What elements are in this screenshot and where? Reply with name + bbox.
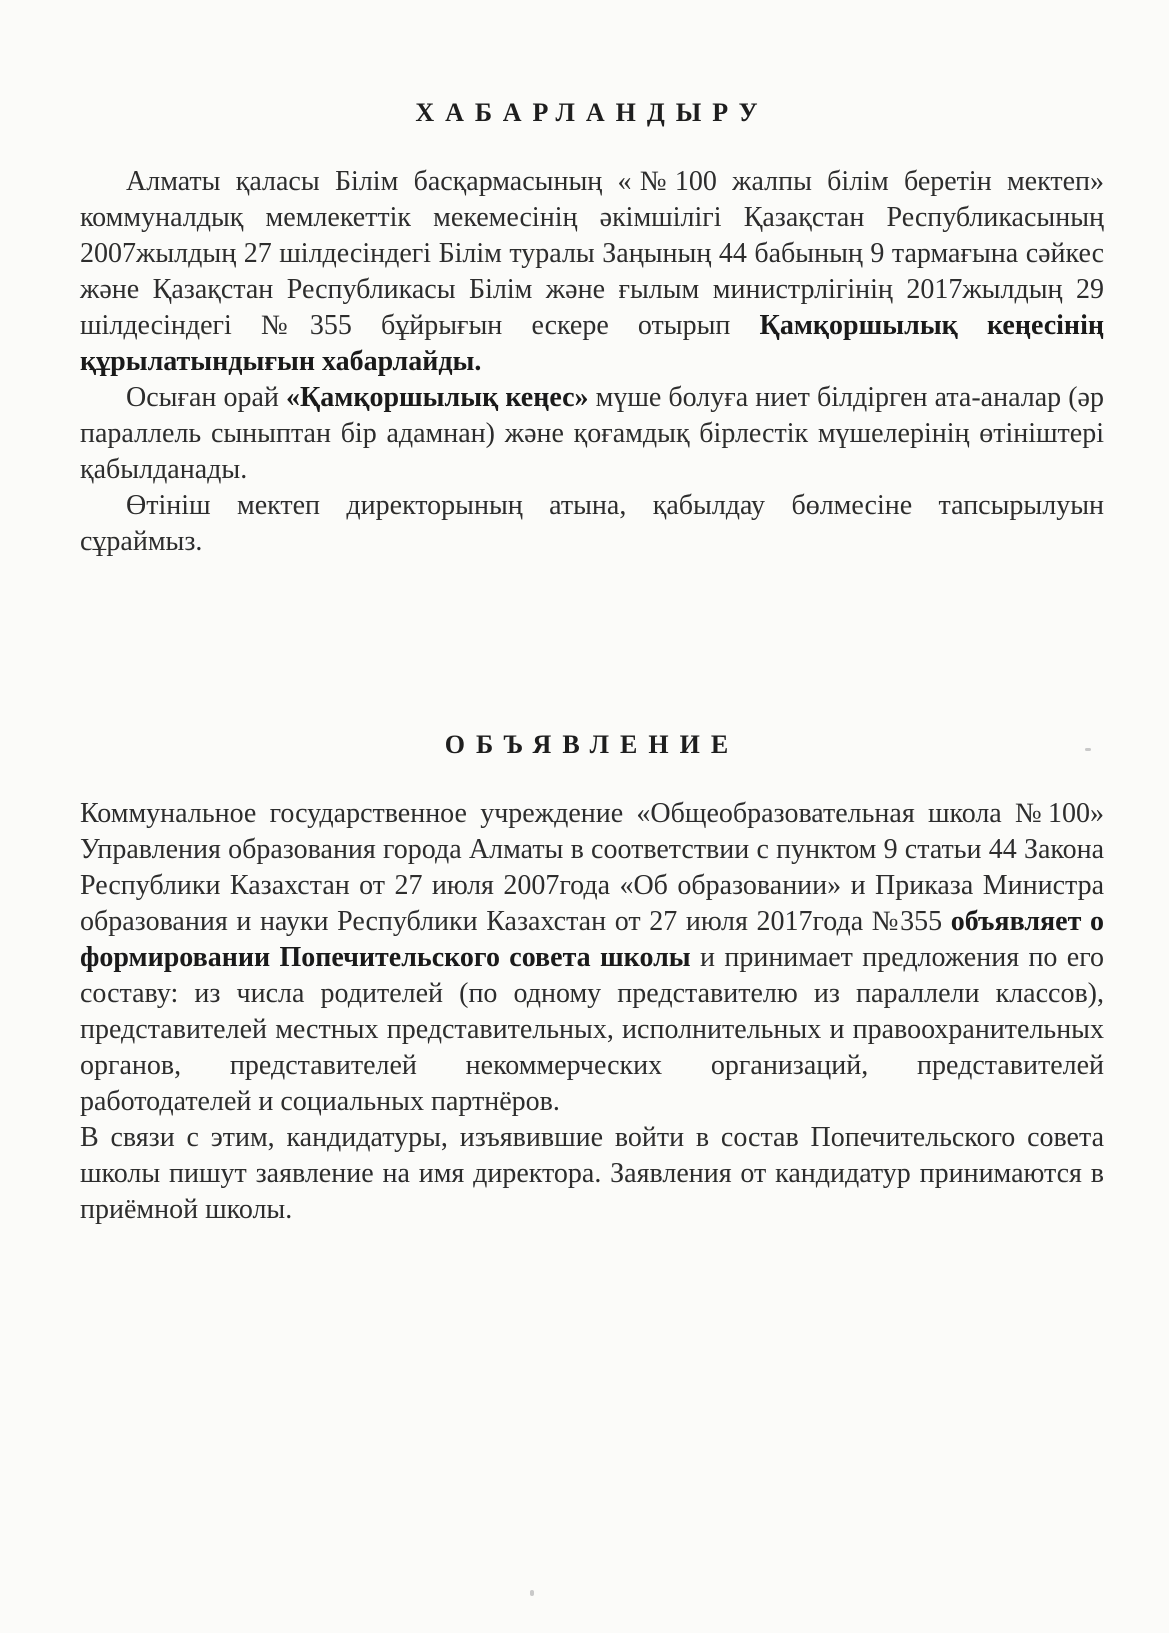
russian-title: ОБЪЯВЛЕНИЕ (444, 730, 740, 759)
kazakh-paragraph-3: Өтініш мектеп директорының атына, қабылдау бөлмесіне тапсырылуын сұраймыз. (80, 490, 1104, 557)
russian-p1-bold: объявляет о формировании Попечительского совета школы (80, 906, 1104, 973)
kazakh-announcement (80, 98, 1104, 560)
kazakh-p2-start: Осыған орай (126, 382, 286, 413)
kazakh-paragraph-2 (80, 380, 1104, 488)
kazakh-p2-end: мүше болуға ниет білдірген ата-аналар (әр параллель сыныптан бір адамнан) және қоғамдық бірлестік мүшелерінің өтініштері қабылданады. (80, 382, 1104, 485)
kazakh-p1-text: Алматы қаласы Білім басқармасының «№100 жалпы білім беретін мектеп» коммуналдық мемлекеттік мекемесінің әкімшілігі Қазақстан Республикасының 2007жылдың 27 шілдесіндегі Білім туралы Заңының 44 бабының 9 тармағына сәйкес және Қазақстан Республикасы Білім және ғылым министрлігінің 2017жылдың 29 шілдесіндегі №355 бұйрығын ескере отырып (80, 166, 1104, 341)
russian-p1-start: Коммунальное государственное учреждение «Общеобразовательная школа №100» Управления образования города Алматы в соответствии с пунктом 9 статьи 44 Закона Республики Казахстан от 27 июля 2007года «Об образовании» и Приказа Министра образования и науки Республики Казахстан от 27 июля 2017года №355 (80, 798, 1104, 937)
kazakh-paragraph-1 (80, 164, 1104, 380)
scan-speck (530, 1590, 534, 1596)
russian-p1-end: и принимает предложения по его составу: из числа родителей (по одному представителю из параллели классов), представителей местных представительных, исполнительных и правоохранительных органов, представителей некоммерческих организаций, представителей работодателей и социальных партнёров. (80, 942, 1104, 1117)
russian-paragraph-2: В связи с этим, кандидатуры, изъявившие войти в состав Попечительского совета школы пишут заявление на имя директора. Заявления от кандидатур принимаются в приёмной школы. (80, 1122, 1104, 1225)
kazakh-p2-bold: «Қамқоршылық кеңес» (285, 382, 589, 413)
russian-paragraph-1 (80, 796, 1104, 1120)
kazakh-p1-bold: Қамқоршылық кеңесінің құрылатындығын хабарлайды. (80, 310, 1104, 377)
kazakh-title: ХАБАРЛАНДЫРУ (415, 98, 769, 127)
scan-speck (1085, 748, 1091, 751)
russian-announcement (80, 730, 1104, 1228)
